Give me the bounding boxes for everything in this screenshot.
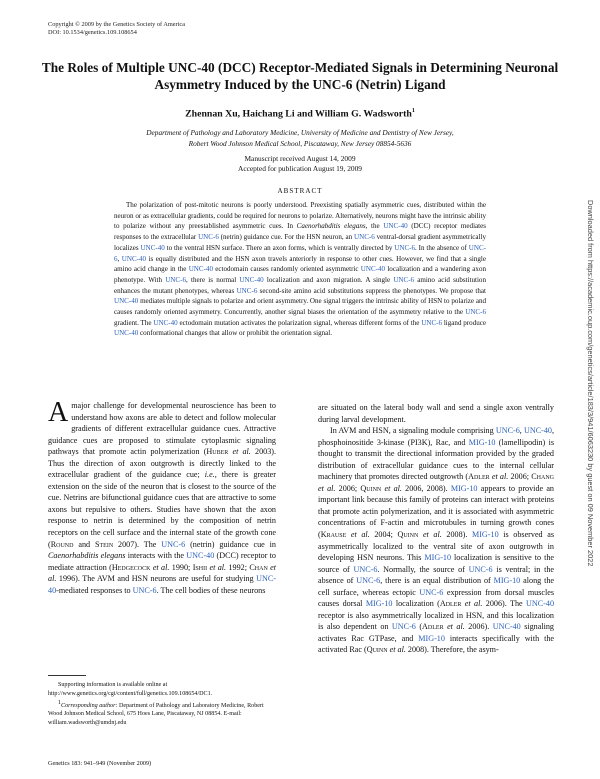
footnote-text: Department of Pathology and Laboratory Medicine, Robert Wood Johnson Medical School, 675 Hoes Lane, Piscataway, NJ 08854. E-mail: william.wadsworth@umdnj.edu [48, 702, 264, 727]
citation-author: Chang [531, 472, 554, 482]
abstract-segment: , [117, 254, 122, 263]
abstract-segment: , there is normal [186, 275, 240, 284]
accepted-date: Accepted for publication August 19, 2009 [238, 164, 362, 173]
citation-author: Krause [320, 530, 347, 540]
gene-link[interactable]: MIG-10 [418, 633, 445, 643]
manuscript-dates [60, 154, 540, 174]
citation-author: Adler [422, 622, 444, 632]
body-segment: is ventral; in the absence of [318, 564, 554, 586]
gene-link[interactable]: UNC-6 [421, 318, 443, 327]
body-segment: major challenge for developmental neuroscience has been to understand how axons are able to detect and follow molecular gradients of different extracellular guidance cues. Attractive guidance cues are proposed to stimulate cytoplasmic signaling pathways that promote actin polymerization ( [48, 401, 276, 457]
citation-author: Round [50, 539, 74, 549]
body-segment: along the cell surface, whereas ectopic [318, 576, 555, 597]
gene-link[interactable]: UNC-40 [239, 275, 264, 284]
body-italic: et al. [232, 447, 251, 457]
author-footnote-mark: 1 [411, 108, 415, 114]
abstract-text [114, 200, 486, 339]
citation-author: Quinn [366, 645, 388, 655]
body-column-right [318, 402, 554, 656]
article-title: The Roles of Multiple UNC-40 (DCC) Receptor-Mediated Signals in Determining Neuronal Asymmetry Induced by the UNC-6 (Netrin) Ligand [41, 60, 559, 92]
citation-author: Adler [439, 599, 462, 609]
body-segment: 2006; [508, 472, 532, 482]
body-segment: interacts with the [125, 551, 187, 561]
body-segment: localization ( [392, 599, 440, 609]
body-segment: 2006; [335, 483, 361, 493]
abstract-segment: gradient. The [114, 318, 154, 327]
body-italic: et al. [48, 562, 277, 584]
body-italic: et al. [447, 622, 465, 632]
gene-link[interactable]: UNC-6 [393, 275, 415, 284]
body-segment: 1992; [226, 562, 250, 572]
abstract-heading: ABSTRACT [277, 187, 323, 195]
citation-author: Huber [206, 447, 229, 457]
copyright-block [48, 21, 185, 38]
gene-link[interactable]: UNC-6 [419, 587, 444, 597]
download-watermark [586, 200, 596, 572]
body-segment: (DCC) receptor to mediate attraction ( [48, 551, 276, 572]
body-segment: ( [415, 622, 423, 632]
body-segment: , [519, 426, 524, 436]
body-segment: signaling activates Rac GTPase, and [318, 622, 554, 643]
body-segment: . The cell bodies of these neurons [156, 585, 266, 595]
gene-link[interactable]: UNC-40 [526, 599, 555, 609]
abstract-segment: (netrin) guidance cue. For the HSN neuron, an [218, 233, 355, 242]
body-segment: expression from dorsal muscles causes dorsal [318, 587, 554, 609]
body-segment: (lamellipodin) is thought to transmit the directional information provided by the graded distribution of extracellular guidance cues to the internal cellular machinery that promotes directed outgrowth ( [318, 437, 554, 482]
gene-link[interactable]: MIG-10 [468, 437, 496, 447]
body-column-left [48, 397, 277, 596]
citation-author: Ishii [192, 562, 208, 572]
body-segment: -mediated responses to [56, 585, 133, 595]
body-italic: i.e. [204, 470, 215, 480]
abstract-segment: localization and axon migration. A single [263, 275, 394, 284]
abstract-segment: conformational changes that allow or prohibit the orientation signal. [138, 329, 333, 338]
journal-citation: Genetics 183: 941–949 (November 2009) [48, 760, 152, 767]
body-segment: (netrin) guidance cue in [185, 539, 276, 549]
gene-link[interactable]: UNC-6 [114, 243, 487, 263]
abstract-segment: to the ventral HSN surface. There an axon forms, which is ventrally directed by [164, 243, 395, 252]
species-name: Caenorhabditis elegans [296, 222, 366, 231]
gene-link[interactable]: UNC-6 [236, 286, 258, 295]
footnote-supporting-info: Supporting information is available online at http://www.genetics.org/cgi/content/full/genetics.109.108654/DC1. [48, 682, 213, 697]
download-note[interactable]: Downloaded from https://academic.oup.com/genetics/article/183/3/941/6063230 by guest on 09 November 2022 [586, 200, 595, 567]
gene-link[interactable]: MIG-10 [450, 483, 478, 493]
author-list [40, 108, 560, 119]
citation-author: Chan [249, 562, 268, 572]
body-segment: localization is sensitive to the source of [318, 553, 554, 574]
footnotes [48, 681, 276, 728]
gene-link[interactable]: MIG-10 [365, 599, 393, 609]
body-segment: 2006). The [482, 599, 527, 609]
body-segment: 2008). [441, 530, 472, 540]
received-date: Manuscript received August 14, 2009 [244, 154, 356, 163]
body-segment: , there is an equal distribution of [380, 576, 494, 586]
body-segment: appears to provide an important link because this family of proteins can interact with proteins that promote actin polymerization, and it is associated with asymmetric concentrations of F-actin and microtubules in turning growth cones ( [318, 483, 554, 540]
body-paragraph [318, 425, 554, 656]
body-segment: 2006). [464, 622, 493, 632]
body-italic: et al. [464, 599, 483, 609]
body-segment: , there is greater extension on the side of the neuron that is closest to the source of the cue. Netrins are bifunctional guidance cues that are attractive to some axons but repulsive to others. Studies have shown that the axon response to netrin is determined by the composition of netrin receptors on the cell surface and the internal state of the growth cone ( [48, 470, 276, 549]
gene-link[interactable]: UNC-40 [360, 265, 386, 274]
body-italic: et al. [152, 562, 170, 572]
body-segment: 1990; [169, 562, 193, 572]
abstract-segment: ectodomain mutation activates the polarization signal, whereas different forms of the [177, 318, 422, 327]
gene-link[interactable]: UNC-6 [354, 233, 375, 242]
citation-author: Stein [94, 539, 114, 549]
gene-link[interactable]: UNC-6 [161, 539, 186, 549]
gene-link[interactable]: UNC-6 [394, 243, 416, 252]
gene-link[interactable]: UNC-40 [48, 574, 276, 595]
body-segment: 2003). Thus the direction of axon outgrowth is directly linked to the extracellular gradient of the guidance cue; [48, 447, 276, 480]
footnote-corresponding-author [48, 699, 276, 728]
gene-link[interactable]: UNC-6 [465, 308, 486, 317]
gene-link[interactable]: UNC-6 [356, 576, 381, 586]
affiliation-line-2: Robert Wood Johnson Medical School, Piscataway, New Jersey 08854-5636 [188, 138, 412, 148]
abstract-segment: mediates multiple signals to polarize and orient asymmetry. One signal triggers the intrinsic ability of HSN to polarize and causes randomly oriented asymmetry. Concurrently, another signal biases the orientation of the asymmetry relative to the [114, 297, 486, 317]
body-segment: 2004; [369, 530, 398, 540]
gene-link[interactable]: UNC-40 [188, 265, 213, 274]
gene-link[interactable]: UNC-6 [353, 564, 378, 574]
gene-link[interactable]: UNC-6 [165, 275, 186, 284]
gene-link[interactable]: UNC-40 [121, 254, 147, 263]
gene-link[interactable]: UNC-6 [468, 564, 493, 574]
citation-author: Hedgecock [111, 562, 151, 572]
gene-link[interactable]: UNC-6 [132, 585, 157, 595]
body-italic: et al. [209, 562, 227, 572]
body-italic: et al. [350, 530, 370, 540]
abstract-segment: second-site amino acid substitutions suppress the phenotypes. We propose that [257, 286, 486, 295]
abstract-segment: ventral-dorsal gradient asymmetrically localizes [114, 233, 486, 252]
gene-link[interactable]: UNC-40 [114, 297, 139, 306]
body-segment: 1996). The AVM and HSN neurons are useful for studying [56, 574, 257, 584]
abstract-segment: ligand produce [442, 318, 486, 327]
citation-author: Adler [468, 472, 490, 482]
body-segment: . Normally, the source of [377, 564, 469, 574]
affiliation [60, 128, 540, 149]
author-names: Zhennan Xu, Haichang Li and William G. Wadsworth [185, 108, 412, 120]
gene-link[interactable]: MIG-10 [493, 576, 521, 586]
species-name: Caenorhabditis elegans [48, 551, 126, 561]
abstract-segment: amino acid substitution enhances the mutant phenotypes, whereas [114, 275, 486, 295]
gene-link[interactable]: MIG-10 [424, 553, 452, 563]
body-segment: and [73, 539, 95, 549]
drop-cap: A [48, 397, 69, 428]
gene-link[interactable]: UNC-40 [186, 551, 215, 561]
abstract-segment: , the [365, 222, 384, 231]
abstract-segment: is equally distributed and the HSN axon travels anteriorly in response to other cues. However, we find that a single amino acid change in the [114, 254, 487, 274]
footnote-mark: 1 [58, 699, 61, 706]
body-segment: is observed as asymmetrically localized to the ventral site of axon outgrowth in developing HSN neurons. This [318, 530, 554, 563]
abstract-segment: The polarization of post-mitotic neurons is poorly understood. Preexisting spatially asymmetric cues, distributed within the neuron or as extracellular gradients, could be required for neurons to polarize. Alternatively, neurons might have the intrinsic ability to polarize without any preestablished asymmetric cues. In [114, 201, 486, 231]
affiliation-line-1: Department of Pathology and Laboratory Medicine, University of Medicine and Dentistry of New Jersey, [146, 128, 454, 137]
gene-link[interactable]: UNC-6 [391, 622, 416, 632]
gene-link[interactable]: UNC-40 [492, 622, 521, 632]
body-segment: 2007). The [113, 539, 162, 549]
gene-link[interactable]: MIG-10 [472, 530, 499, 540]
body-italic: et al. [422, 530, 442, 540]
gene-link[interactable]: UNC-40 [383, 222, 408, 231]
body-segment: 2006, 2008). [401, 483, 451, 493]
body-paragraph: are situated on the lateral body wall and send a single axon ventrally during larval development. [318, 403, 554, 424]
body-italic: et al. [384, 483, 402, 493]
body-segment: interacts specifically with the activated Rac ( [318, 633, 554, 655]
citation-author: Quinn [360, 483, 382, 493]
citation-author: Quinn [397, 530, 419, 540]
copyright-line: Copyright © 2009 by the Genetics Society of America [48, 21, 185, 28]
body-segment: 2008). Therefore, the asym- [405, 645, 499, 655]
abstract-segment: . In the absence of [415, 243, 469, 252]
footnote-rule [48, 675, 86, 676]
gene-link[interactable]: UNC-6 [198, 233, 219, 242]
body-italic: et al. [389, 645, 406, 655]
body-italic: et al. [318, 483, 336, 493]
gene-link[interactable]: UNC-40 [140, 243, 165, 252]
body-segment: , phosphoinositide 3-kinase (PI3K), Rac, and [318, 426, 555, 447]
body-segment: receptor is also asymmetrically localized in HSN, and this localization is also dependent on [318, 610, 554, 632]
body-segment: In AVM and HSN, a signaling module comprising [330, 426, 496, 436]
footnote-label: Corresponding author: [61, 702, 118, 709]
body-italic: et al. [491, 472, 509, 482]
abstract-segment: ectodomain causes randomly oriented asymmetric [212, 265, 361, 274]
gene-link[interactable]: UNC-40 [523, 426, 552, 436]
doi-line: DOI: 10.1534/genetics.109.108654 [48, 29, 137, 37]
abstract-segment: localization and a wandering axon phenotype. With [114, 265, 486, 284]
gene-link[interactable]: UNC-40 [114, 329, 139, 338]
gene-link[interactable]: UNC-40 [153, 318, 178, 327]
gene-link[interactable]: UNC-6 [495, 426, 520, 436]
abstract-segment: (DCC) receptor mediates responses to the extracellular [114, 222, 486, 242]
